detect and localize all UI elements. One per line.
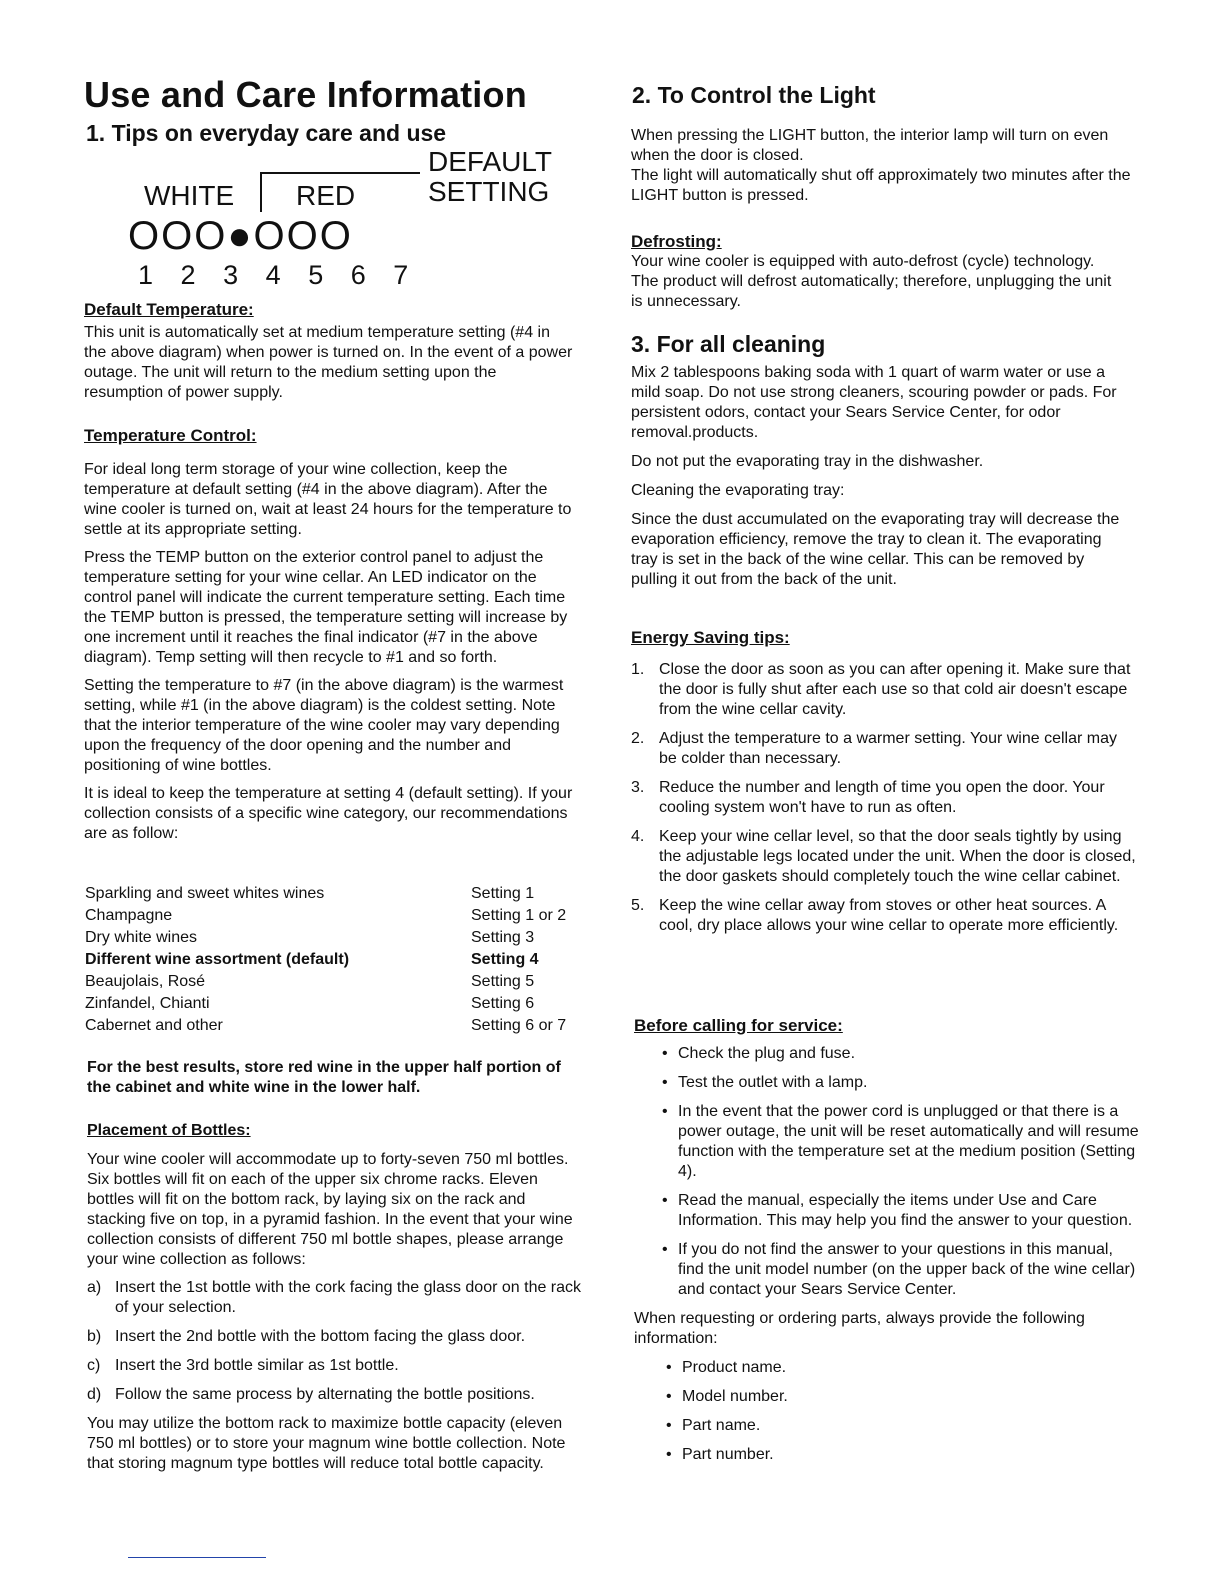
wine-name: Dry white wines [85,929,198,946]
parts-info-item [664,1416,1139,1436]
temperature-control-p1: For ideal long term storage of your wine collection, keep the temperature at default setting (#4 in the above diagram). After the wine cooler is turned on, wait at least 24 hours for the temperature to settle at its appropriate setting. [84,461,572,538]
step-label: a) [87,1279,102,1296]
wine-name: Sparkling and sweet whites wines [85,885,325,902]
service-check-item-text: If you do not find the answer to your questions in this manual, find the unit model number (on the upper back of the wine cellar) and contact your Sears Service Center. [678,1241,1136,1298]
wine-row [85,907,566,929]
wine-setting: Setting 6 [471,995,535,1012]
best-results-note: For the best results, store red wine in the upper half portion of the cabinet and white wine in the lower half. [87,1059,561,1096]
wine-setting: Setting 5 [471,973,535,990]
step-text: Follow the same process by alternating the bottle positions. [115,1386,535,1403]
parts-info-item [664,1445,1139,1465]
tips-heading: 1. Tips on everyday care and use [86,120,447,146]
energy-tip [631,729,1136,769]
service-check-item-text: Check the plug and fuse. [678,1045,856,1062]
parts-info-item-text: Part number. [682,1446,774,1463]
indicator-circle: O [194,214,228,258]
indicator-number: 1 [138,260,160,290]
temperature-control-heading: Temperature Control: [84,426,257,445]
placement-step [87,1385,587,1405]
tip-number: 2. [631,730,645,747]
diagram-setting-label: SETTING [428,176,550,207]
wine-name: Zinfandel, Chianti [85,995,210,1012]
light-heading: 2. To Control the Light [632,82,876,108]
cleaning-text-1: Mix 2 tablespoons baking soda with 1 quart of warm water or use a mild soap. Do not use strong cleaners, scouring powder or pads. For persistent odors, contact your Sears Service Center, for odor removal.products. [631,364,1117,441]
cleaning-text-2: Do not put the evaporating tray in the dishwasher. [631,453,984,470]
service-heading: Before calling for service: [634,1016,843,1035]
wine-setting: Setting 6 or 7 [471,1017,567,1034]
bullet-icon: • [662,1103,668,1120]
wine-name: Cabernet and other [85,1017,223,1034]
energy-tip [631,827,1136,887]
step-label: c) [87,1357,101,1374]
cleaning-text-3: Cleaning the evaporating tray: [631,482,845,499]
tip-number: 4. [631,828,645,845]
energy-tip [631,896,1136,936]
diagram-white-label: WHITE [144,180,235,211]
indicator-number: 6 [350,260,372,290]
wine-settings-table [85,885,566,1039]
default-temperature-text: This unit is automatically set at medium temperature setting (#4 in the above diagram) when power is turned on. In the event of a power outage. The unit will return to the medium setting upon the resumption of power supply. [84,324,573,401]
placement-note: You may utilize the bottom rack to maximize bottle capacity (eleven 750 ml bottles) or to store your magnum wine bottle collection. Note that storing magnum type bottles will reduce total bottle capacity. [87,1415,566,1472]
defrosting-heading: Defrosting: [631,232,722,251]
service-check-item-text: In the event that the power cord is unplugged or that there is a power outage, the unit will be reset automatically and will resume function with the temperature set at the medium position (Setting 4). [678,1103,1139,1180]
wine-row [85,995,566,1017]
tip-text: Keep the wine cellar away from stoves or other heat sources. A cool, dry place allows your wine cellar to operate more efficiently. [659,897,1119,934]
energy-saving-list [631,660,1136,936]
parts-info-list [664,1358,1139,1465]
wine-setting: Setting 4 [471,951,539,968]
diagram-red-bracket-side [260,172,262,212]
cleaning-text-4: Since the dust accumulated on the evaporating tray will decrease the evaporation efficiency, remove the tray to clean it. The evaporating tray is set in the back of the wine cellar. This can be removed by pulling it out from the back of the unit. [631,511,1120,588]
placement-step [87,1356,587,1376]
tip-text: Close the door as soon as you can after opening it. Make sure that the door is fully shut after each use so that cold air doesn't escape from the wine cellar cavity. [659,661,1131,718]
wine-row [85,951,566,973]
indicator-number: 5 [308,260,330,290]
footer-rule [128,1557,266,1558]
step-label: d) [87,1386,102,1403]
parts-info-item-text: Model number. [682,1388,788,1405]
defrosting-text: Your wine cooler is equipped with auto-defrost (cycle) technology. The product will defrost automatically; therefore, unplugging the unit is unnecessary. [631,253,1112,310]
energy-tip [631,778,1136,818]
parts-info-item [664,1358,1139,1378]
diagram-red-label: RED [296,180,356,211]
wine-name: Champagne [85,907,173,924]
energy-tip [631,660,1136,720]
parts-info-item-text: Part name. [682,1417,761,1434]
indicator-circle: ● [227,214,254,258]
service-check-item-text: Read the manual, especially the items under Use and Care Information. This may help you find the answer to your question. [678,1192,1133,1229]
service-checklist [660,1044,1139,1300]
step-label: b) [87,1328,102,1345]
energy-saving-heading: Energy Saving tips: [631,628,790,647]
service-check-item [660,1191,1139,1231]
indicator-number: 4 [265,260,287,290]
parts-info-item [664,1387,1139,1407]
indicator-number: 3 [223,260,245,290]
cleaning-heading: 3. For all cleaning [631,331,826,357]
indicator-circle: O [253,214,287,258]
temperature-control-p2: Press the TEMP button on the exterior control panel to adjust the temperature setting for your wine cellar. An LED indicator on the control panel will indicate the current temperature setting. Each time the TEMP button is pressed, the temperature setting will increase by one increment until it reaches the final indicator (#7 in the above diagram). Temp setting will then recycle to #1 and so forth. [84,549,568,666]
bullet-icon: • [662,1074,668,1091]
indicator-number: 7 [393,260,415,290]
parts-info-item-text: Product name. [682,1359,787,1376]
service-check-item [660,1073,1139,1093]
wine-setting: Setting 1 or 2 [471,907,567,924]
wine-setting: Setting 1 [471,885,535,902]
bullet-icon: • [666,1388,672,1405]
wine-name: Beaujolais, Rosé [85,973,206,990]
bullet-icon: • [662,1241,668,1258]
service-check-item [660,1102,1139,1182]
indicator-circles [128,214,353,258]
light-text-1: When pressing the LIGHT button, the interior lamp will turn on even when the door is closed. [631,127,1109,164]
light-text-2: The light will automatically shut off approximately two minutes after the LIGHT button is pressed. [631,167,1131,204]
step-text: Insert the 1st bottle with the cork facing the glass door on the rack of your selection. [115,1279,582,1316]
placement-step [87,1327,587,1347]
temperature-control-p3: Setting the temperature to #7 (in the above diagram) is the warmest setting, while #1 (in the above diagram) is the coldest setting. Note that the interior temperature of the wine cooler may vary depending upon the frequency of the door opening and the number and positioning of wine bottles. [84,677,564,774]
default-temperature-heading: Default Temperature: [84,300,254,319]
bullet-icon: • [662,1045,668,1062]
diagram-default-label: DEFAULT [428,146,552,177]
wine-setting: Setting 3 [471,929,535,946]
bullet-icon: • [666,1359,672,1376]
wine-row [85,929,566,951]
step-text: Insert the 2nd bottle with the bottom facing the glass door. [115,1328,526,1345]
placement-text: Your wine cooler will accommodate up to forty-seven 750 ml bottles. Six bottles will fit on each of the upper six chrome racks. Eleven bottles will fit on the bottom rack, by laying six on the rack and stacking five on top, in a pyramid fashion. In the event that your wine collection consists of different 750 ml bottle shapes, please arrange your wine collection as follows: [87,1151,573,1268]
indicator-circle: O [319,214,353,258]
bullet-icon: • [662,1192,668,1209]
wine-row [85,1017,566,1039]
tip-number: 1. [631,661,645,678]
indicator-circle: O [128,214,162,258]
service-check-item [660,1044,1139,1064]
temperature-control-p4: It is ideal to keep the temperature at setting 4 (default setting). If your collection consists of a specific wine category, our recommendations are as follow: [84,785,573,842]
wine-name: Different wine assortment (default) [85,951,350,968]
indicator-number: 2 [180,260,202,290]
bullet-icon: • [666,1417,672,1434]
service-check-item [660,1240,1139,1300]
tip-text: Adjust the temperature to a warmer setting. Your wine cellar may be colder than necessary. [659,730,1117,767]
parts-intro: When requesting or ordering parts, always provide the following information: [634,1310,1085,1347]
indicator-numbers [138,260,414,290]
placement-steps [87,1278,587,1405]
indicator-circle: O [286,214,320,258]
tip-text: Keep your wine cellar level, so that the door seals tightly by using the adjustable legs located under the unit. When the door is closed, the door gaskets should completely touch the wine cellar cabinet. [659,828,1136,885]
wine-row [85,973,566,995]
tip-text: Reduce the number and length of time you open the door. Your cooling system won't have to run as often. [659,779,1105,816]
indicator-circle: O [161,214,195,258]
diagram-red-bracket-top [260,172,420,174]
bullet-icon: • [666,1446,672,1463]
placement-step [87,1278,587,1318]
service-check-item-text: Test the outlet with a lamp. [678,1074,868,1091]
page-title: Use and Care Information [84,74,527,115]
tip-number: 5. [631,897,645,914]
wine-row [85,885,566,907]
tip-number: 3. [631,779,645,796]
step-text: Insert the 3rd bottle similar as 1st bottle. [115,1357,399,1374]
placement-heading: Placement of Bottles: [87,1122,251,1139]
